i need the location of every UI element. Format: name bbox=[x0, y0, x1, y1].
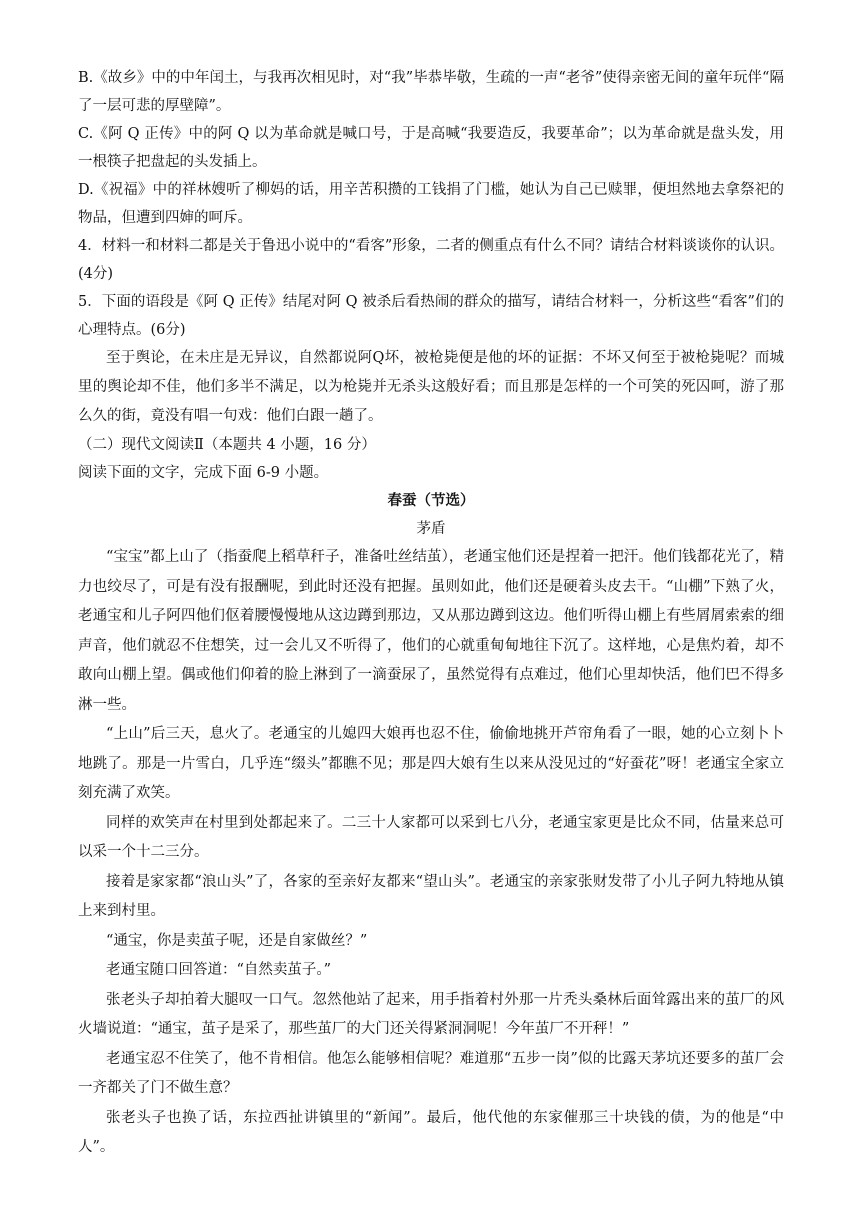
question-option-b: B.《故乡》中的中年闰土，与我再次相见时，对“我”毕恭毕敬，生疏的一声“老爷”使得亲密无间的童年玩伴“隔了一层可悲的厚壁障”。 bbox=[78, 70, 784, 114]
story-paragraph: 张老头子却拍着大腿叹一口气。忽然他站了起来，用手指着村外那一片秃头桑林后面耸露出来的茧厂的风火墙说道：“通宝，茧子是采了，那些茧厂的大门还关得紧洞洞呢！今年茧厂不开秤！” bbox=[78, 991, 784, 1037]
question-5: 5．下面的语段是《阿 Q 正传》结尾对阿 Q 被杀后看热闹的群众的描写，请结合材料一，分析这些“看客”们的心理特点。(6分) bbox=[78, 294, 784, 338]
story-paragraph: “宝宝”都上山了（指蚕爬上稻草秆子，准备吐丝结茧），老通宝他们还是捏着一把汗。他们钱都花光了，精力也绞尽了，可是有没有报酬呢，到此时还没有把握。虽则如此，他们还是硬着头皮去干。“山棚”下熟了火，老通宝和儿子阿四他们伛着腰慢慢地从这边蹲到那边，又从那边蹲到这边。他们听得山棚上有些屑屑索索的细声音，他们就忍不住想笑，过一会儿又不听得了，他们的心就重甸甸地往下沉了。这样地，心是焦灼着，却不敢向山棚上望。偶或他们仰着的脸上淋到了一滴蚕尿了，虽然觉得有点难过，他们心里却快活，他们巴不得多淋一些。 bbox=[78, 549, 784, 713]
section-heading: （二）现代文阅读Ⅱ（本题共 4 小题，16 分） bbox=[78, 437, 376, 453]
story-paragraph: 接着是家家都“浪山头”了，各家的至亲好友都来“望山头”。老通宝的亲家张财发带了小儿子阿九特地从镇上来到村里。 bbox=[78, 873, 784, 919]
story-paragraph: 老通宝随口回答道：“自然卖茧子。” bbox=[106, 962, 332, 978]
question-5-quote: 至于舆论，在未庄是无异议，自然都说阿Q坏，被枪毙便是他的坏的证据：不坏又何至于被枪毙呢？而城里的舆论却不佳，他们多半不满足，以为枪毙并无杀头这般好看；而且那是怎样的一个可笑的死囚呵，游了那么久的街，竟没有唱一句戏：他们白跟一趟了。 bbox=[78, 350, 784, 424]
story-paragraph: 老通宝忍不住笑了，他不肯相信。他怎么能够相信呢？难道那“五步一岗”似的比露天茅坑还要多的茧厂会一齐都关了门不做生意？ bbox=[78, 1050, 784, 1096]
story-title: 春蚕（节选） bbox=[387, 492, 475, 509]
question-option-c: C.《阿 Q 正传》中的阿 Q 以为革命就是喊口号，于是高喊“我要造反，我要革命”；以为革命就是盘头发，用一根筷子把盘起的头发插上。 bbox=[78, 126, 784, 170]
story-author: 茅盾 bbox=[416, 521, 446, 537]
story-paragraph: 同样的欢笑声在村里到处都起来了。二三十人家都可以采到七八分，老通宝家更是比众不同，估量来总可以采一个十二三分。 bbox=[78, 814, 784, 860]
section-instruction: 阅读下面的文字，完成下面 6-9 小题。 bbox=[78, 465, 329, 481]
story-paragraph: “通宝，你是卖茧子呢，还是自家做丝？” bbox=[106, 932, 368, 949]
story-paragraph: “上山”后三天，息火了。老通宝的儿媳四大娘再也忍不住，偷偷地挑开芦帘角看了一眼，她的心立刻卜卜地跳了。那是一片雪白，几乎连“缀头”都瞧不见；那是四大娘有生以来从没见过的“好蚕花”呀！老通宝全家立刻充满了欢笑。 bbox=[78, 726, 784, 801]
story-paragraph: 张老头子也换了话，东拉西扯讲镇里的“新闻”。最后，他代他的东家催那三十块钱的债，为的他是“中人”。 bbox=[78, 1109, 784, 1155]
question-option-d: D.《祝福》中的祥林嫂听了柳妈的话，用辛苦积攒的工钱捐了门槛，她认为自己已赎罪，便坦然地去拿祭祀的物品，但遭到四婶的呵斥。 bbox=[78, 182, 784, 226]
document-page bbox=[78, 64, 784, 1163]
question-4: 4．材料一和材料二都是关于鲁迅小说中的“看客”形象，二者的侧重点有什么不同？请结合材料谈谈你的认识。(4分) bbox=[78, 238, 784, 282]
